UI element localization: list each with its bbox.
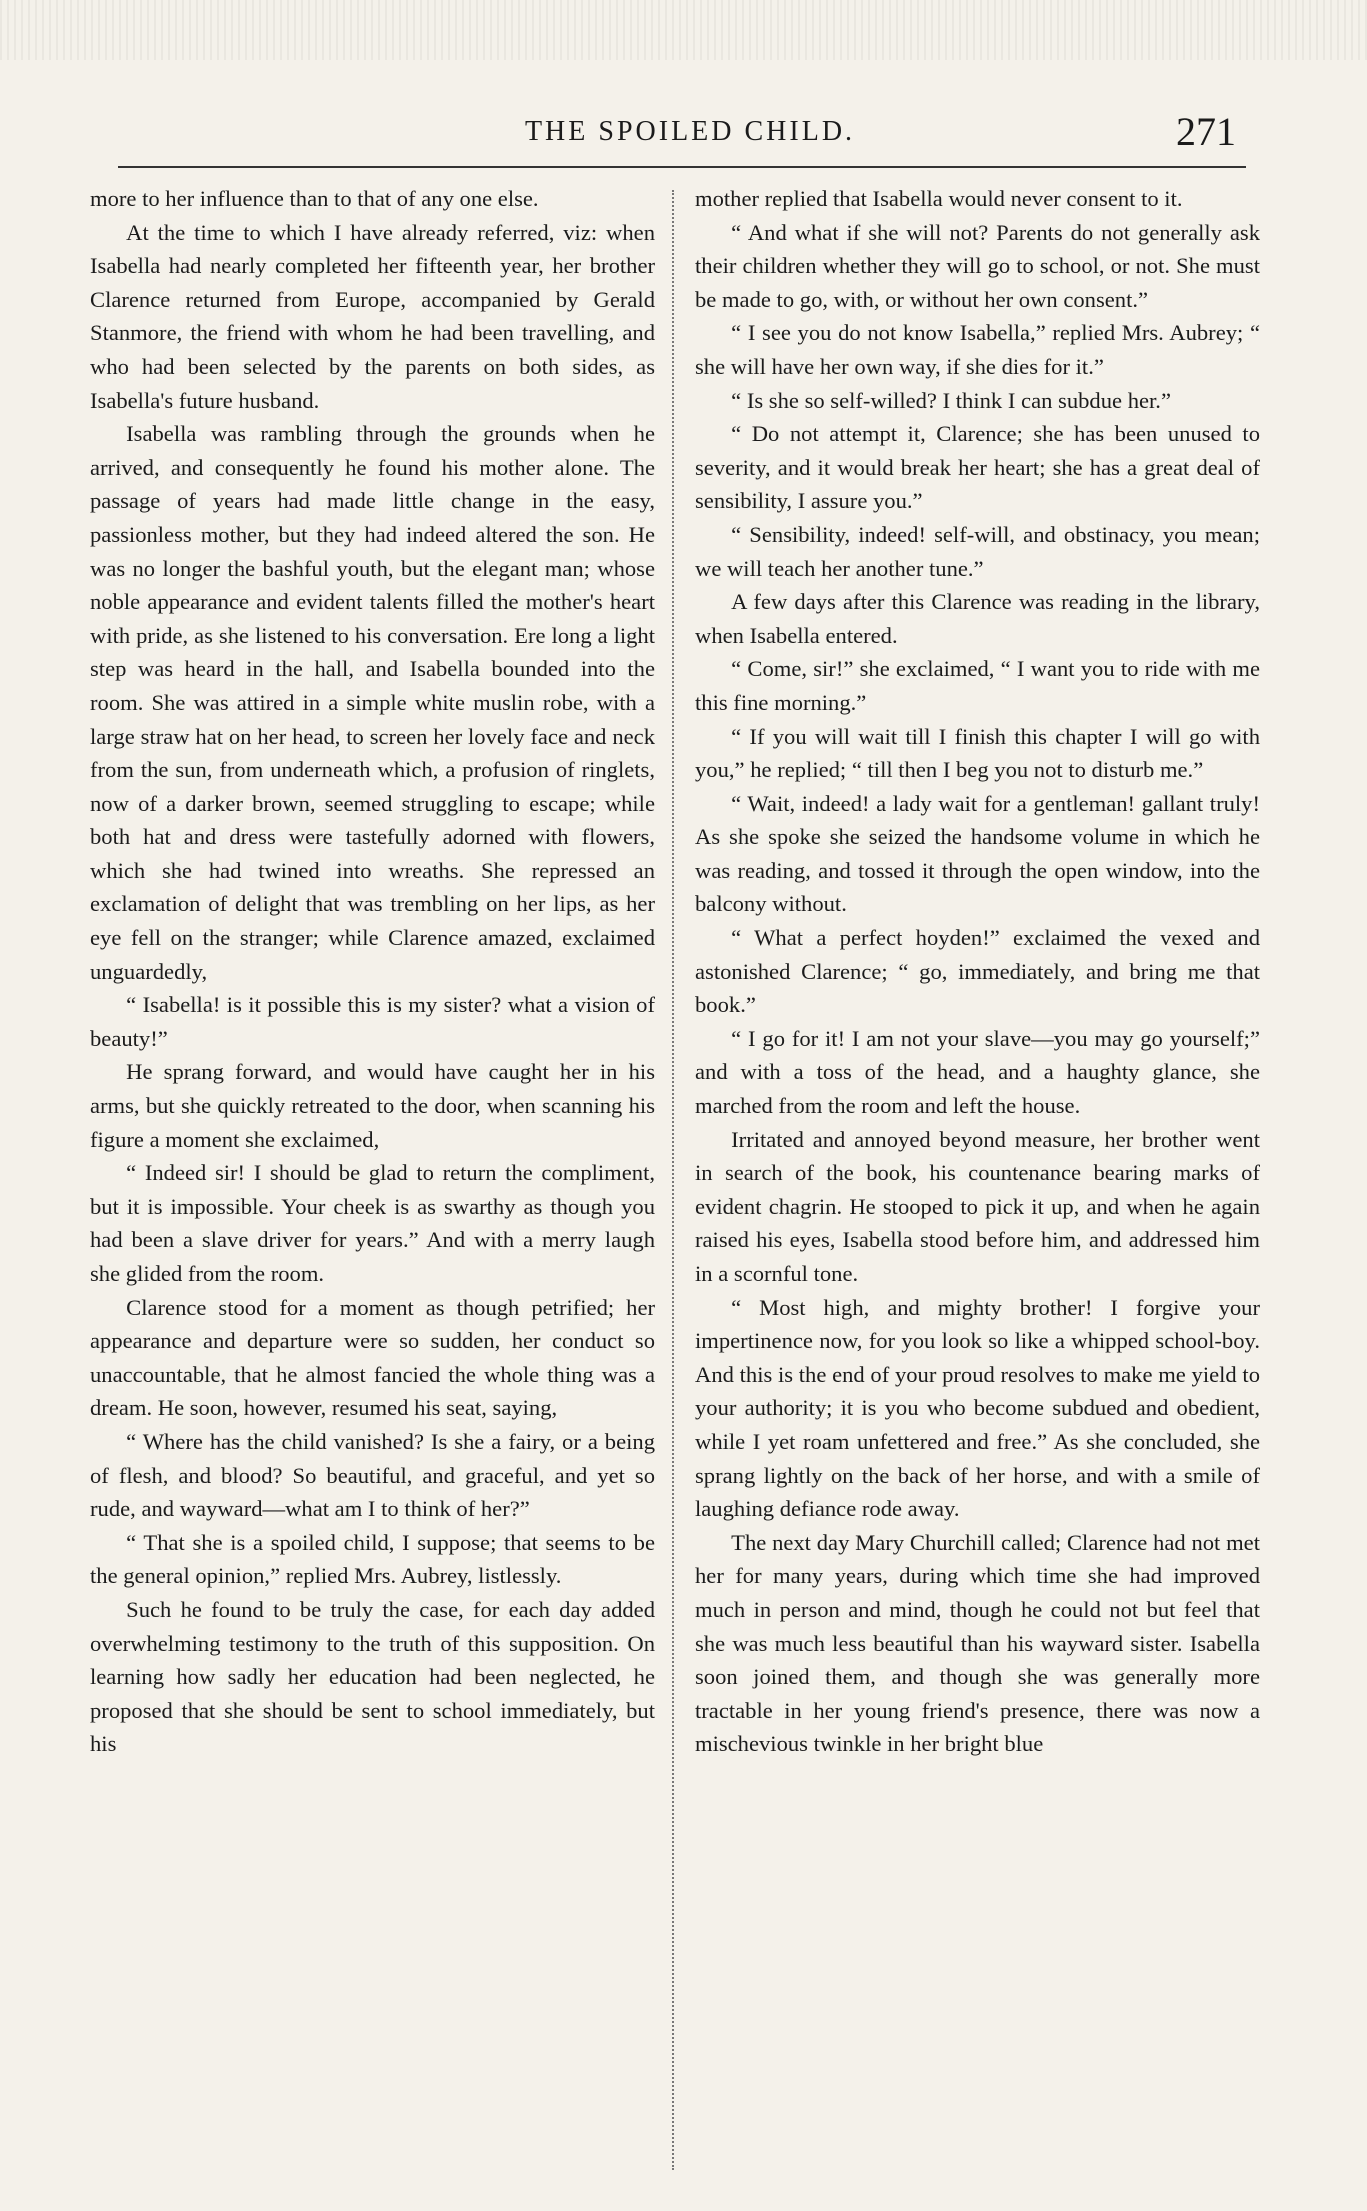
page-header (0, 108, 1367, 160)
paragraph: Such he found to be truly the case, for each day added overwhelming testimony to the truth of this supposition. On learning how sadly her education had been neglected, he proposed that she should be sent to school immediately, but his (90, 1596, 655, 1757)
paragraph: “ Sensibility, indeed! self-will, and obstinacy, you mean; we will teach her another tune.” (695, 521, 1260, 581)
paragraph: “ Come, sir!” she exclaimed, “ I want you to ride with me this fine morning.” (695, 656, 1260, 715)
paragraph: At the time to which I have already referred, viz: when Isabella had nearly completed her fifteenth year, her brother Clarence returned from Europe, accompanied by Gerald Stanmore, the friend with whom he had been travelling, and who had been selected by the parents on both sides, as Isabella's future husband. (90, 219, 655, 413)
left-column (90, 182, 655, 2172)
paragraph: “ Do not attempt it, Clarence; she has been unused to severity, and it would break her heart; she has a great deal of sensibility, I assure you.” (695, 421, 1260, 514)
paragraph: “ Indeed sir! I should be glad to return the compliment, but it is impossible. Your cheek is as swarthy as though you had been a slave driver for years.” And with a merry laugh she glided from the room. (90, 1160, 655, 1286)
paragraph: more to her influence than to that of any one else. (90, 186, 539, 211)
paragraph: “ I see you do not know Isabella,” replied Mrs. Aubrey; “ she will have her own way, if she dies for it.” (695, 320, 1260, 379)
paragraph: Irritated and annoyed beyond measure, her brother went in search of the book, his countenance bearing marks of evident chagrin. He stooped to pick it up, and when he again raised his eyes, Isabella stood before him, and addressed him in a scornful tone. (695, 1126, 1260, 1286)
page-number: 271 (1176, 109, 1236, 154)
paragraph: Isabella was rambling through the grounds when he arrived, and consequently he found his mother alone. The passage of years had made little change in the easy, passionless mother, but they had indeed altered the son. He was no longer the bashful youth, but the elegant man; whose noble appearance and evident talents filled the mother's heart with pride, as she listened to his conversation. Ere long a light step was heard in the hall, and Isabella bounded into the room. She was attired in a simple white muslin robe, with a large straw hat on her head, to screen her lovely face and neck from the sun, from underneath which, a profusion of ringlets, now of a darker brown, seemed struggling to escape; while both hat and dress were tastefully adorned with flowers, which she had twined into wreaths. She repressed an exclamation of delight that was trembling on her lips, as her eye fell on the stranger; while Clarence amazed, exclaimed unguardedly, (90, 421, 655, 984)
paragraph: “ And what if she will not? Parents do not generally ask their children whether they will go to school, or not. She must be made to go, with, or without her own consent.” (695, 219, 1260, 312)
paragraph: “ Wait, indeed! a lady wait for a gentleman! gallant truly! As she spoke she seized the handsome volume in which he was reading, and tossed it through the open window, into the balcony without. (695, 790, 1260, 917)
paragraph: “ Is she so self-willed? I think I can subdue her.” (731, 387, 1171, 413)
paragraph: Clarence stood for a moment as though petrified; her appearance and departure were so sudden, her conduct so unaccountable, that he almost fancied the whole thing was a dream. He soon, however, resumed his seat, saying, (90, 1294, 655, 1421)
paragraph: A few days after this Clarence was reading in the library, when Isabella entered. (695, 589, 1260, 648)
paragraph: “ Most high, and mighty brother! I forgive your impertinence now, for you look so like a whipped school-boy. And this is the end of your proud resolves to make me yield to your authority; it is you who become subdued and obedient, while I yet roam unfettered and free.” As she concluded, she sprang lightly on the back of her horse, and with a smile of laughing defiance rode away. (695, 1294, 1260, 1522)
paragraph: mother replied that Isabella would never consent to it. (695, 186, 1183, 211)
paragraph: “ Isabella! is it possible this is my sister? what a vision of beauty!” (90, 992, 655, 1051)
paragraph: The next day Mary Churchill called; Clarence had not met her for many years, during which time she had improved much in person and mind, though he could not but feel that she was much less beautiful than his wayward sister. Isabella soon joined them, and though she was generally more tractable in her young friend's presence, there was now a mischevious twinkle in her bright blue (695, 1529, 1260, 1757)
paragraph: “ Where has the child vanished? Is she a fairy, or a being of flesh, and blood? So beautiful, and graceful, and yet so rude, and wayward—what am I to think of her?” (90, 1428, 655, 1522)
scan-noise (0, 0, 1367, 60)
paragraph: “ I go for it! I am not your slave—you may go yourself;” and with a toss of the head, and a haughty glance, she marched from the room and left the house. (695, 1025, 1260, 1119)
paragraph: “ If you will wait till I finish this chapter I will go with you,” he replied; “ till then I beg you not to disturb me.” (695, 723, 1260, 783)
paragraph: “ That she is a spoiled child, I suppose; that seems to be the general opinion,” replied Mrs. Aubrey, listlessly. (90, 1529, 655, 1589)
paragraph: “ What a perfect hoyden!” exclaimed the vexed and astonished Clarence; “ go, immediately, and bring me that book.” (695, 925, 1260, 1018)
right-column (695, 182, 1260, 2172)
column-divider (672, 190, 674, 2170)
paragraph: He sprang forward, and would have caught her in his arms, but she quickly retreated to the door, when scanning his figure a moment she exclaimed, (90, 1059, 655, 1152)
header-rule (118, 166, 1246, 168)
running-title: THE SPOILED CHILD. (524, 116, 856, 147)
